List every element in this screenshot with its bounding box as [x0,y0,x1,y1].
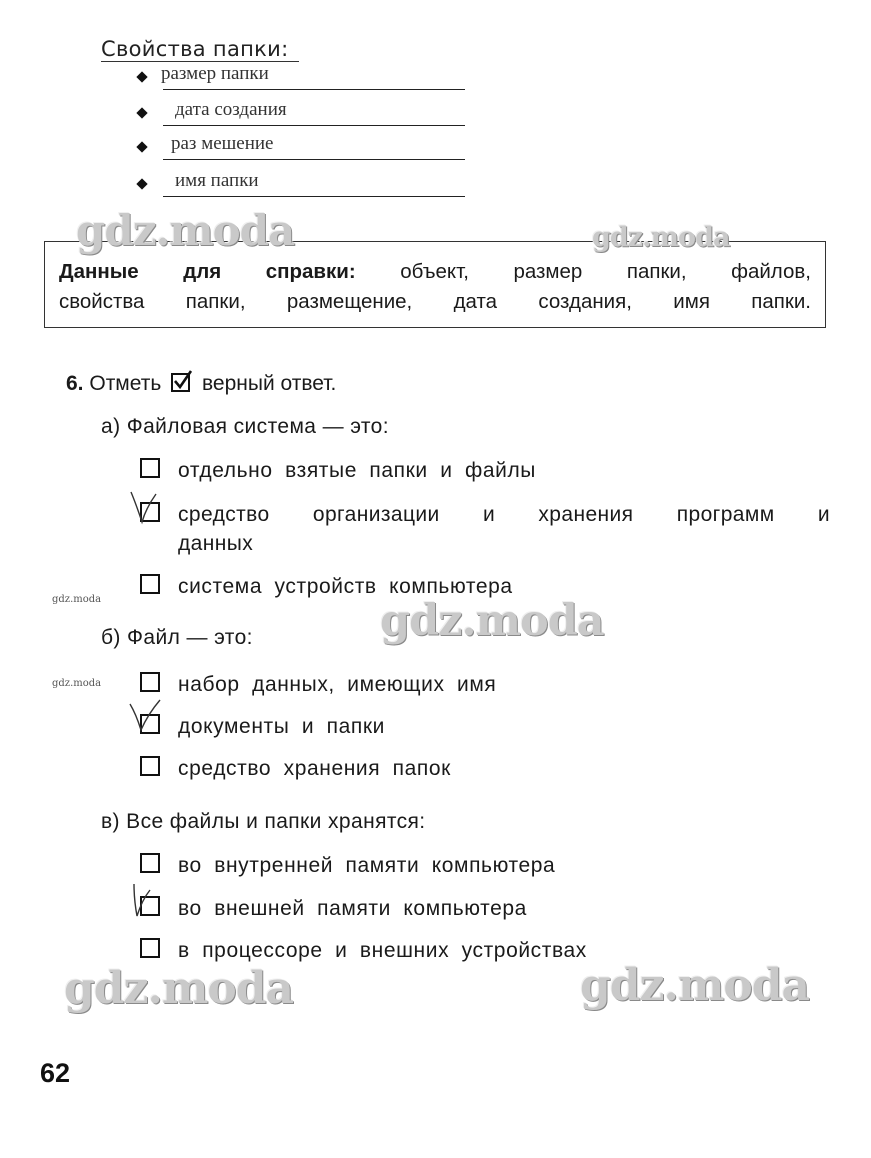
handwritten-check-icon [128,488,168,532]
page-number: 62 [40,1058,71,1088]
handwritten-answer: размер папки [161,63,269,84]
small-watermark: gdz.moda [52,594,102,605]
question-b-label: б) Файл — это: [101,626,253,649]
handwritten-answer: раз мешение [171,133,274,154]
question-c-label: в) Все файлы и папки хранятся: [101,810,426,833]
question-a-label: а) Файловая система — это: [101,415,389,438]
checkbox[interactable] [140,458,160,478]
diamond-bullet-icon [136,178,147,189]
question-c-option-2[interactable] [140,894,830,924]
watermark: gdz.moda [76,206,295,255]
handwritten-check-icon [128,882,168,926]
checkbox[interactable] [140,938,160,958]
answer-line [163,159,465,160]
checkbox[interactable] [140,756,160,776]
handwritten-answer: дата создания [175,99,287,120]
watermark: gdz.moda [380,596,604,646]
checked-box-icon [171,373,190,392]
question-b-option-1[interactable] [140,670,830,700]
answer-line [163,125,465,126]
option-text: во внешней памяти компьютера [178,897,527,920]
task-number: 6. [66,372,84,395]
reference-label: Данные для справки: [59,260,356,283]
heading-underline [101,61,299,62]
folder-properties-heading: Свойства папки: [101,37,289,61]
checkbox[interactable] [140,574,160,594]
diamond-bullet-icon [136,107,147,118]
question-a-option-1[interactable] [140,456,830,486]
option-text: средство хранения папок [178,757,451,780]
task-instruction-start: Отметь [89,372,162,395]
watermark: gdz.moda [592,222,730,253]
diamond-bullet-icon [136,141,147,152]
task-title [66,372,336,396]
property-row [135,170,465,198]
answer-line [163,196,465,197]
option-text: в процессоре и внешних устройствах [178,939,587,962]
small-watermark: gdz.moda [52,678,102,689]
checkbox[interactable] [140,672,160,692]
option-text: документы и папки [178,715,385,738]
reference-line-1 [59,257,811,287]
reference-line-2: свойства папки, размещение, дата создания, имя папки. [59,290,811,313]
diamond-bullet-icon [136,71,147,82]
question-b-option-2[interactable] [140,712,830,742]
watermark: gdz.moda [64,963,294,1014]
task-instruction-end: верный ответ. [201,372,337,395]
option-text: средство организации и хранения программ и данных [178,503,830,555]
watermark: gdz.moda [580,960,810,1011]
question-b-option-3[interactable] [140,754,830,784]
property-row [135,99,465,127]
property-row [135,133,465,161]
question-c-option-1[interactable] [140,851,830,881]
property-row [135,63,465,91]
option-text: отдельно взятые папки и файлы [178,459,536,482]
handwritten-answer: имя папки [175,170,259,191]
option-text: во внутренней памяти компьютера [178,854,556,877]
handwritten-check-icon [128,700,172,740]
question-a-option-2[interactable] [140,500,830,560]
option-text: система устройств компьютера [178,575,513,598]
option-text: набор данных, имеющих имя [178,673,497,696]
reference-words-1: объект, размер папки, файлов, [400,260,811,283]
answer-line [163,89,465,90]
checkbox[interactable] [140,853,160,873]
